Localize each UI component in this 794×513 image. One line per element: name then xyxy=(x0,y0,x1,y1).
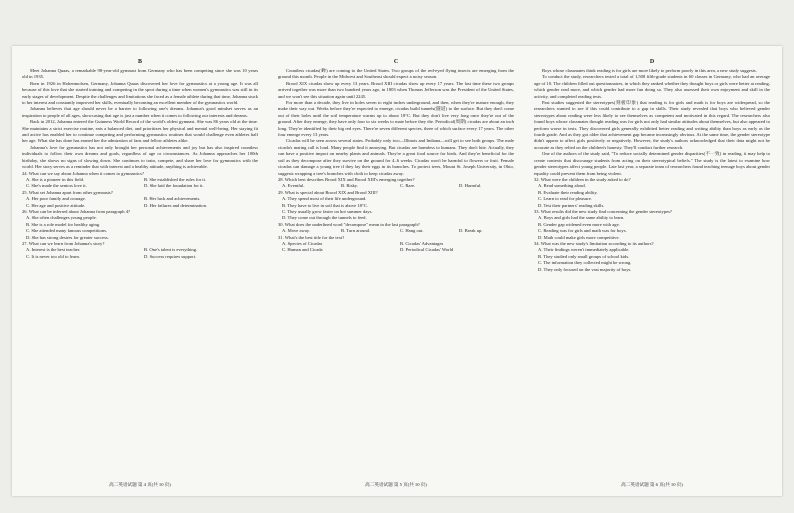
answer-option: A. Move away. xyxy=(282,228,311,234)
section-letter: B xyxy=(137,59,142,65)
passage-paragraph: Born in 1926 in Hohenmolsen, Germany, Johanna Quaas discovered her love for gymnastics at a young age. It was all because of this love that she started training and competing in the sport during a time when women's gymnastics was still in its early stages of development. Despite the challenges and limitations she faced as a female athlete during that time, Johanna stuck to her interest and constantly improved her skills, eventually becoming an excellent member of the gymnastics world. xyxy=(22,80,258,106)
answer-option: C. Reading was for girls and math was for boys. xyxy=(538,228,627,234)
answer-option: D. Periodical Cicadas' World xyxy=(400,247,454,253)
answer-option: B. Gender gap widened even more with age. xyxy=(538,221,620,227)
question-stem: 27. What can we learn from Johanna's story? xyxy=(22,240,105,246)
page-footer: 高二英语试题 第 6 页(共 10 页) xyxy=(621,481,683,487)
answer-option: A. They spend most of their life underground. xyxy=(282,196,367,202)
answer-option: B. She established the rules for it. xyxy=(144,176,207,182)
answer-options xyxy=(534,183,770,209)
passage-d-column xyxy=(534,58,770,488)
passage-b-column xyxy=(22,58,258,488)
answer-option: B. They studied only small groups of school kids. xyxy=(538,253,630,259)
section-letter: C xyxy=(393,59,399,65)
answer-option: C. She attended many famous competitions. xyxy=(26,228,108,234)
answer-options xyxy=(534,215,770,241)
question-stem: 28. Which best describes Brood XIX and Brood XIII's emerging together? xyxy=(278,176,415,182)
question-stem: 25. What set Johanna apart from other gymnasts? xyxy=(22,189,113,195)
question-stem: 29. What is special about Brood XIX and Brood XIII? xyxy=(278,189,378,195)
passage-paragraph: Countless cicadas(蝉) are coming to the United States. Two groups of the red-eyed flying insects are emerging from the ground this month. People in the Midwest and Southeast should expect a noisy season. xyxy=(278,68,514,80)
page-footer: 高二英语试题 第 4 页(共 10 页) xyxy=(109,481,171,487)
answer-option: A. Her poor family and courage. xyxy=(26,196,86,202)
answer-option: C. Learn to read for pleasure. xyxy=(538,196,592,202)
answer-options xyxy=(22,177,258,190)
answer-option: C. Human and Cicada xyxy=(282,247,323,253)
answer-option: D. Math could make girls more competitive. xyxy=(538,234,620,240)
passage-paragraph: Meet Johanna Quaas, a remarkable 98-year-old gymnast from Germany who has been competing since she was 10 years old in 1935. xyxy=(22,68,258,80)
answer-option: C. The information they collected might be wrong. xyxy=(538,260,632,266)
answer-option: B. Turn around. xyxy=(341,228,371,234)
answer-option: B. One's talent is everything. xyxy=(144,247,198,253)
passage-paragraph: Johanna's love for gymnastics has not only brought her personal achievements and joy but has also inspired countless individuals to follow their own dreams and goals, regardless of age or circumstances. As Johanna approaches her 100th birthday, she shows no signs of slowing down. She continues to train, compete, and share her love for gymnastics with the world. Her story serves as a reminder that with interest and a healthy attitude, anything is achievable. xyxy=(22,144,258,170)
answer-options xyxy=(22,196,258,209)
passage-paragraph: One of the authors of the study said, "To reduce socially determined gender disparities(不一致) in reading, it may help to create contexts that discourage students from acting on their stereotypical beliefs." The study is the latest to examine how gender stereotypes affect young people. Late last year, a separate team of researchers found teaching teenage boys about gender equality could prevent them from being violent. xyxy=(534,151,770,176)
question-stem: 34. What was the new study's limitation according to its authors? xyxy=(534,240,654,246)
answer-option: C. She's made the seniors love it. xyxy=(26,183,87,189)
answer-option: B. They have to live in soil that is above 18°C. xyxy=(282,202,368,208)
answer-option: A. She is a pioneer in this field. xyxy=(26,176,85,182)
passage-paragraph: Cicadas will be seen across several states. Probably only two—Illinois and Indiana—will get to see both groups. The male cicada's mating call is loud. Many people find it annoying. But cicadas are harmless to humans. They don't bite. Actually, they can have a positive impact on nearby plants and animals. They're a great food source for birds. And they're beneficial for the soil as they decompose after they survive on the ground for 4–6 weeks. Cicadas won't be harmful to flowers or fruit. Female cicadas can damage a young tree if they lay their eggs in its branches. To protect trees, Mount St. Joseph University, in Ohio, suggests wrapping a tree's branches with cloth to keep cicadas away. xyxy=(278,138,514,176)
passage-paragraph: Boys whose classmates think reading is for girls are more likely to perform poorly in this area, a new study suggests. xyxy=(542,68,757,73)
answer-option: D. Break up. xyxy=(459,228,483,234)
answer-option: C. Her age and positive attitude. xyxy=(26,202,86,208)
answer-option: A. Species of Cicadas xyxy=(282,240,323,246)
answer-option: D. She laid the foundation for it. xyxy=(144,183,204,189)
answer-options xyxy=(278,241,514,254)
answer-option: D. Her failures and determination. xyxy=(144,202,208,208)
passage-paragraph: To conduct the study, researchers tested a total of 1,508 fifth-grade students in 60 classes in Germany, who had an average age of 10. The children filled out questionnaires, in which they ranked whether they thought boys or girls were better at reading, which gender read more, and which gender had more fun doing so. They also assessed their own enjoyment and skill in the activity, and completed reading tests. xyxy=(534,74,770,99)
answer-options xyxy=(534,247,770,273)
answer-option: A. Read something aloud. xyxy=(538,183,586,189)
passage-paragraph: Johanna believes that age should never be a barrier to following one's dreams. Johanna's good mindset serves as an inspiration to people of all ages, showcasing that age is just a number when it comes to following our interests and dreams. xyxy=(22,106,258,118)
answer-option: B. Her luck and achievements. xyxy=(144,196,201,202)
question-stem: 33. What results did the new study find concerning the gender stereotypes? xyxy=(534,208,672,214)
answer-option: D. Harmful. xyxy=(459,183,482,189)
answer-option: A. Interest is the best teacher. xyxy=(26,247,81,253)
answer-option: C. It is never too old to learn. xyxy=(26,253,80,259)
answer-option: B. Risky. xyxy=(341,183,358,189)
answer-option: B. Evaluate their reading ability. xyxy=(538,189,598,195)
answer-options xyxy=(278,196,514,222)
passage-paragraph: For more than a decade, they live in holes seven to eight inches underground, and then, when they're mature enough, they make their way out. Weeks before they're expected to emerge, cicadas build tunnels(隧道) to the surface. But they don't come out of their holes until the soil temperature warms up to about 18°C. But they don't live very long once they're out of the ground. After they emerge, they have only four to six weeks to mate before they die. Periodical(周期) cicadas are about an inch long. They're identified by their big red eyes. There're seven different species, three of which surface every 17 years. The other four emerge every 13 years. xyxy=(278,100,514,138)
answer-option: D. They come out through the tunnels to feed. xyxy=(282,215,367,221)
answer-option: A. She often challenges young people. xyxy=(26,215,97,221)
question-stem: 31. What's the best title for the text? xyxy=(278,234,345,240)
answer-option: D. They only focused on the vast majority of boys. xyxy=(538,266,632,272)
question-stem: 24. What can we say about Johanna when it comes to gymnastics? xyxy=(22,170,144,176)
question-stem: 32. What were the children in the study asked to do? xyxy=(534,176,631,182)
answer-option: A. Boys and girls had the same ability to learn. xyxy=(538,215,625,221)
answer-option: D. Test their partners' reading skills. xyxy=(538,202,605,208)
question-stem: 26. What can be inferred about Johanna from paragraph 4? xyxy=(22,208,131,214)
answer-option: B. She is a role model for healthy aging. xyxy=(26,221,101,227)
answer-options xyxy=(278,183,514,189)
passage-paragraph: Past studies suggested the stereotypes(刻板印象) that reading is for girls and math is for boys are widespread, so the researchers wanted to see if this could contribute to a gap in skills. Their study revealed that boys who believed gender stereotypes about reading were less likely to see themselves as competent and motivated in this regard. The researchers also found boys whose classmates thought reading was for girls not only had similar attitudes about themselves, but also appeared to perform worse in tests. They discovered girls generally exhibited better reading and writing ability than boys as early as the fourth grade. And as they got older that achievement gap became increasingly obvious. At the same time, the gender stereotype didn't appear to affect girls positively or negatively. However, the study's authors acknowledged that their data might not be accurate as they relied on the children's honesty. They'll conduct further research. xyxy=(534,100,770,150)
answer-options xyxy=(22,247,258,260)
passage-paragraph: Brood XIX cicadas show up every 13 years. Brood XIII cicadas show up every 17 years. The last time these two groups arrived together was more than two hundred years ago, in 1803 when Thomas Jefferson was the President of the United States, and we won't see this situation again until 2245. xyxy=(278,80,514,99)
question-stem: 30. What does the underlined word "decompose" mean in the last paragraph? xyxy=(278,221,420,227)
section-letter: D xyxy=(649,59,655,65)
answer-option: C. They usually grow faster on hot summer days. xyxy=(282,208,373,214)
exam-sheet xyxy=(12,46,782,496)
answer-option: D. She has strong desires for greater success. xyxy=(26,234,109,240)
passage-c-column xyxy=(278,58,514,488)
page-footer: 高二英语试题 第 5 页(共 10 页) xyxy=(365,481,427,487)
answer-options xyxy=(278,228,514,234)
answer-option: A. Eventful. xyxy=(282,183,305,189)
answer-option: D. Success requires support. xyxy=(144,253,197,259)
answer-option: C. Hang out. xyxy=(400,228,424,234)
answer-option: B. Cicadas' Advantages xyxy=(400,240,444,246)
passage-paragraph: Back in 2012, Johanna entered the Guinness World Record of the world's oldest gymnast. She was 86 years old at the time. She maintains a strict exercise routine, eats a balanced diet, and prioritizes her physical and mental well-being. Her staying fit and active has enabled her to continue competing and performing gymnastics routines that would challenge even athletes half her age. What she has done has earned her the admiration of fans and fellow athletes alike. xyxy=(22,119,258,144)
answer-option: A. Their findings weren't immediately applicable. xyxy=(538,247,630,253)
answer-options xyxy=(22,215,258,241)
answer-option: C. Rare. xyxy=(400,183,416,189)
